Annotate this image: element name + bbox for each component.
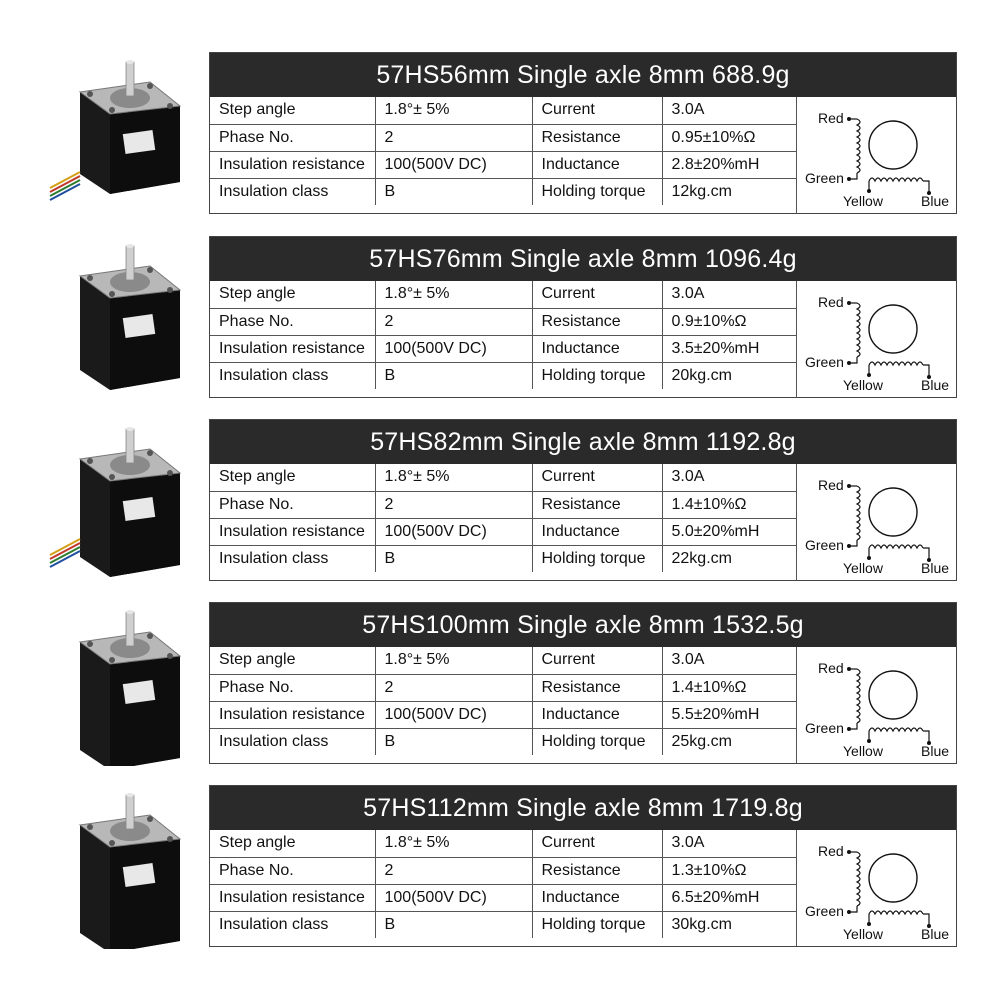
motor-wires [50, 539, 80, 567]
motor-title: 57HS76mm Single axle 8mm 1096.4g [210, 237, 956, 281]
stepper-motor-image [40, 602, 210, 766]
spec-value: 5.5±20%mH [662, 701, 796, 728]
rotor-circle [869, 488, 917, 536]
spec-table [210, 97, 797, 205]
rotor-circle [869, 305, 917, 353]
spec-value: 1.8°± 5% [375, 464, 532, 491]
spec-label: Current [532, 281, 662, 308]
spec-label: Insulation resistance [210, 151, 375, 178]
table-row [210, 281, 796, 308]
spec-value: 2.8±20%mH [662, 151, 796, 178]
spec-value: 3.0A [662, 97, 796, 124]
table-row [210, 857, 796, 884]
spec-card [209, 236, 957, 398]
spec-label: Step angle [210, 647, 375, 674]
spec-value: 12kg.cm [662, 178, 796, 205]
spec-label: Phase No. [210, 674, 375, 701]
spec-label: Insulation resistance [210, 335, 375, 362]
spec-label: Holding torque [532, 178, 662, 205]
motor-shaft [126, 427, 134, 463]
wiring-diagram-panel [796, 830, 957, 946]
spec-table [210, 647, 797, 755]
wire-label-red: Red [818, 110, 844, 126]
wire-label-blue: Blue [921, 193, 950, 209]
spec-value: B [375, 911, 532, 938]
spec-value: 0.95±10%Ω [662, 124, 796, 151]
motor-photo [40, 419, 210, 583]
spec-value: 30kg.cm [662, 911, 796, 938]
table-row [210, 728, 796, 755]
spec-value: 3.0A [662, 647, 796, 674]
spec-table [210, 281, 797, 389]
table-row [210, 335, 796, 362]
motor-label-sticker [123, 130, 155, 154]
motor-spec-block [0, 602, 1000, 766]
spec-card [209, 52, 957, 214]
wire-label-yellow: Yellow [843, 560, 883, 576]
spec-label: Inductance [532, 701, 662, 728]
wire-label-yellow: Yellow [843, 193, 883, 209]
wire-label-yellow: Yellow [843, 377, 883, 393]
motor-photo [40, 785, 210, 949]
spec-label: Current [532, 830, 662, 857]
table-row [210, 124, 796, 151]
spec-value: 1.8°± 5% [375, 647, 532, 674]
rotor-circle [869, 121, 917, 169]
phase-b-coil [869, 362, 923, 365]
spec-label: Resistance [532, 491, 662, 518]
spec-label: Holding torque [532, 362, 662, 389]
table-row [210, 701, 796, 728]
spec-label: Insulation class [210, 911, 375, 938]
table-row [210, 647, 796, 674]
spec-label: Step angle [210, 281, 375, 308]
spec-card [209, 785, 957, 947]
spec-value: 5.0±20%mH [662, 518, 796, 545]
spec-label: Insulation resistance [210, 701, 375, 728]
phase-b-coil [869, 911, 923, 914]
spec-label: Insulation resistance [210, 884, 375, 911]
spec-value: 20kg.cm [662, 362, 796, 389]
phase-a-coil [857, 486, 860, 540]
spec-value: B [375, 178, 532, 205]
stepper-motor-image [40, 785, 210, 949]
motor-photo [40, 236, 210, 400]
spec-value: 3.5±20%mH [662, 335, 796, 362]
spec-value: 3.0A [662, 830, 796, 857]
phase-a-coil [857, 303, 860, 357]
wire-label-yellow: Yellow [843, 926, 883, 942]
wiring-diagram-panel [796, 464, 957, 580]
spec-value: 25kg.cm [662, 728, 796, 755]
spec-value: 100(500V DC) [375, 335, 532, 362]
motor-shaft [126, 60, 134, 96]
wire-label-red: Red [818, 843, 844, 859]
table-row [210, 464, 796, 491]
spec-label: Step angle [210, 464, 375, 491]
spec-value: 2 [375, 491, 532, 518]
spec-label: Resistance [532, 308, 662, 335]
table-row [210, 518, 796, 545]
spec-value: B [375, 545, 532, 572]
spec-card [209, 419, 957, 581]
spec-table [210, 464, 797, 572]
spec-label: Resistance [532, 124, 662, 151]
motor-spec-block [0, 236, 1000, 400]
table-row [210, 308, 796, 335]
motor-label-sticker [123, 497, 155, 521]
stepper-motor-image [40, 52, 210, 216]
motor-title: 57HS100mm Single axle 8mm 1532.5g [210, 603, 956, 647]
wire-label-blue: Blue [921, 560, 950, 576]
stepper-motor-image [40, 236, 210, 400]
wire-label-red: Red [818, 660, 844, 676]
spec-label: Phase No. [210, 857, 375, 884]
spec-label: Holding torque [532, 728, 662, 755]
spec-label: Resistance [532, 857, 662, 884]
rotor-circle [869, 671, 917, 719]
motor-title: 57HS56mm Single axle 8mm 688.9g [210, 53, 956, 97]
motor-label-sticker [123, 680, 155, 704]
phase-a-coil [857, 852, 860, 906]
motor-shaft [126, 610, 134, 646]
motor-wires [50, 172, 80, 200]
motor-shaft [126, 793, 134, 829]
wire-label-blue: Blue [921, 377, 950, 393]
motor-photo [40, 602, 210, 766]
table-row [210, 884, 796, 911]
motor-title: 57HS112mm Single axle 8mm 1719.8g [210, 786, 956, 830]
wire-label-yellow: Yellow [843, 743, 883, 759]
rotor-circle [869, 854, 917, 902]
spec-value: 2 [375, 674, 532, 701]
wire-label-green: Green [805, 720, 844, 736]
wire-label-green: Green [805, 354, 844, 370]
spec-label: Insulation resistance [210, 518, 375, 545]
wire-label-blue: Blue [921, 926, 950, 942]
spec-label: Current [532, 464, 662, 491]
spec-value: 1.8°± 5% [375, 281, 532, 308]
spec-label: Insulation class [210, 545, 375, 572]
spec-label: Inductance [532, 518, 662, 545]
phase-b-coil [869, 545, 923, 548]
spec-value: 2 [375, 124, 532, 151]
wire-label-green: Green [805, 170, 844, 186]
wire-label-green: Green [805, 903, 844, 919]
spec-label: Current [532, 97, 662, 124]
motor-spec-block [0, 52, 1000, 216]
spec-label: Inductance [532, 884, 662, 911]
wiring-diagram-panel [796, 281, 957, 397]
motor-title: 57HS82mm Single axle 8mm 1192.8g [210, 420, 956, 464]
spec-value: 1.8°± 5% [375, 830, 532, 857]
motor-label-sticker [123, 863, 155, 887]
spec-table [210, 830, 797, 938]
table-row [210, 674, 796, 701]
spec-value: 100(500V DC) [375, 518, 532, 545]
spec-label: Insulation class [210, 362, 375, 389]
spec-value: 0.9±10%Ω [662, 308, 796, 335]
wire-label-red: Red [818, 294, 844, 310]
table-row [210, 830, 796, 857]
table-row [210, 151, 796, 178]
spec-label: Inductance [532, 335, 662, 362]
spec-label: Inductance [532, 151, 662, 178]
spec-value: 3.0A [662, 464, 796, 491]
phase-a-coil [857, 669, 860, 723]
spec-value: 100(500V DC) [375, 701, 532, 728]
spec-value: 100(500V DC) [375, 884, 532, 911]
spec-value: 1.4±10%Ω [662, 491, 796, 518]
table-row [210, 911, 796, 938]
spec-value: 2 [375, 857, 532, 884]
wire-label-red: Red [818, 477, 844, 493]
spec-value: 1.8°± 5% [375, 97, 532, 124]
spec-value: 1.4±10%Ω [662, 674, 796, 701]
spec-label: Insulation class [210, 178, 375, 205]
stepper-motor-image [40, 419, 210, 583]
phase-b-coil [869, 178, 923, 181]
table-row [210, 178, 796, 205]
spec-label: Step angle [210, 830, 375, 857]
wire-label-green: Green [805, 537, 844, 553]
wiring-diagram-panel [796, 97, 957, 213]
spec-card [209, 602, 957, 764]
table-row [210, 362, 796, 389]
spec-label: Resistance [532, 674, 662, 701]
spec-label: Phase No. [210, 491, 375, 518]
motor-label-sticker [123, 314, 155, 338]
wiring-diagram-panel [796, 647, 957, 763]
spec-label: Phase No. [210, 308, 375, 335]
spec-label: Holding torque [532, 911, 662, 938]
table-row [210, 545, 796, 572]
spec-label: Step angle [210, 97, 375, 124]
phase-b-coil [869, 728, 923, 731]
phase-a-coil [857, 119, 860, 173]
spec-label: Current [532, 647, 662, 674]
spec-value: 3.0A [662, 281, 796, 308]
spec-value: 22kg.cm [662, 545, 796, 572]
wire-label-blue: Blue [921, 743, 950, 759]
motor-spec-block [0, 785, 1000, 949]
spec-value: 6.5±20%mH [662, 884, 796, 911]
spec-value: 1.3±10%Ω [662, 857, 796, 884]
motor-shaft [126, 244, 134, 280]
spec-label: Phase No. [210, 124, 375, 151]
spec-value: B [375, 728, 532, 755]
spec-value: B [375, 362, 532, 389]
motor-spec-block [0, 419, 1000, 583]
spec-label: Insulation class [210, 728, 375, 755]
spec-value: 100(500V DC) [375, 151, 532, 178]
table-row [210, 97, 796, 124]
spec-value: 2 [375, 308, 532, 335]
motor-photo [40, 52, 210, 216]
spec-label: Holding torque [532, 545, 662, 572]
table-row [210, 491, 796, 518]
